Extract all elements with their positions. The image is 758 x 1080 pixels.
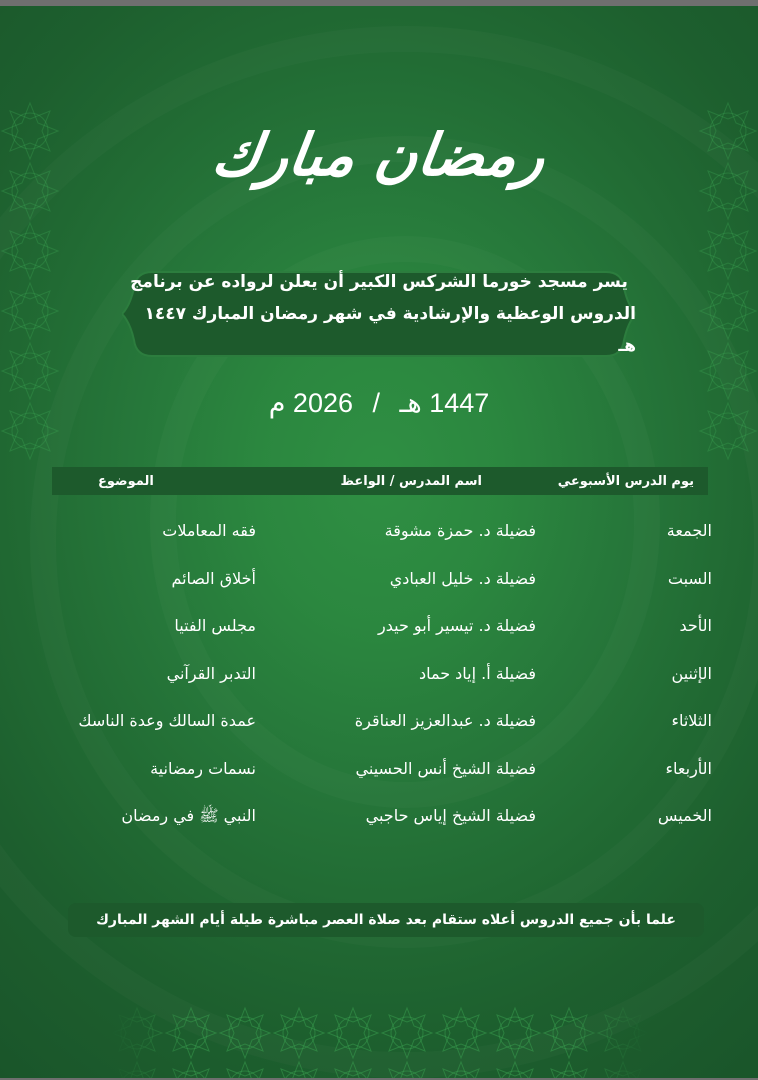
cell-day: الأحد — [679, 616, 712, 635]
cell-topic: نسمات رمضانية — [150, 758, 256, 778]
cell-teacher: فضيلة د. حمزة مشوقة — [384, 521, 536, 540]
ramadan-mubarak-title: رمضان مبارك — [208, 121, 550, 189]
announcement-line-2: الدروس الوعظية والإرشادية في شهر رمضان المبارك ١٤٤٧ هـ — [144, 304, 636, 356]
announcement-banner — [122, 270, 636, 358]
table-row — [0, 751, 758, 799]
header-teacher: اسم المدرس / الواعظ — [340, 473, 482, 489]
table-row — [0, 561, 758, 609]
geometric-pattern-bottom-icon — [110, 1006, 650, 1078]
year-line — [0, 388, 758, 419]
announcement-line-1: يسر مسجد خورما الشركس الكبير أن يعلن لرواده عن برنامج — [130, 272, 628, 292]
cell-teacher: فضيلة الشيخ إياس حاجبي — [365, 806, 536, 825]
cell-topic: عمدة السالك وعدة الناسك — [78, 711, 256, 730]
cell-day: الجمعة — [666, 521, 712, 540]
schedule-table-header — [52, 467, 708, 495]
cell-topic: التدبر القرآني — [166, 663, 256, 683]
year-separator: / — [372, 388, 381, 418]
cell-topic: مجلس الفتيا — [174, 616, 256, 635]
ramadan-poster — [0, 6, 758, 1078]
gregorian-year: 2026 م — [268, 388, 353, 418]
schedule-note: علما بأن جميع الدروس أعلاه ستقام بعد صلاة العصر مباشرة طيلة أيام الشهر المبارك — [68, 903, 704, 937]
cell-teacher: فضيلة د. عبدالعزيز العناقرة — [354, 711, 536, 730]
cell-day: السبت — [667, 568, 712, 588]
cell-topic: أخلاق الصائم — [171, 568, 256, 588]
cell-teacher: فضيلة الشيخ أنس الحسيني — [355, 758, 536, 778]
table-row — [0, 513, 758, 561]
table-row — [0, 656, 758, 704]
cell-day: الإثنين — [671, 663, 712, 683]
cell-topic: فقه المعاملات — [162, 521, 256, 540]
header-day: يوم الدرس الأسبوعي — [557, 473, 694, 489]
table-row — [0, 608, 758, 656]
cell-teacher: فضيلة د. خليل العبادي — [389, 568, 536, 588]
cell-day: الخميس — [657, 806, 712, 825]
hijri-year: 1447 هـ — [399, 388, 490, 418]
cell-day: الأربعاء — [665, 758, 712, 778]
cell-teacher: فضيلة د. تيسير أبو حيدر — [378, 616, 536, 635]
header-topic: الموضوع — [98, 473, 154, 489]
cell-topic: النبي ﷺ في رمضان — [121, 806, 256, 825]
table-row — [0, 798, 758, 846]
table-row — [0, 703, 758, 751]
cell-day: الثلاثاء — [671, 711, 712, 730]
schedule-table-body — [0, 513, 758, 846]
cell-teacher: فضيلة أ. إياد حماد — [418, 663, 536, 683]
